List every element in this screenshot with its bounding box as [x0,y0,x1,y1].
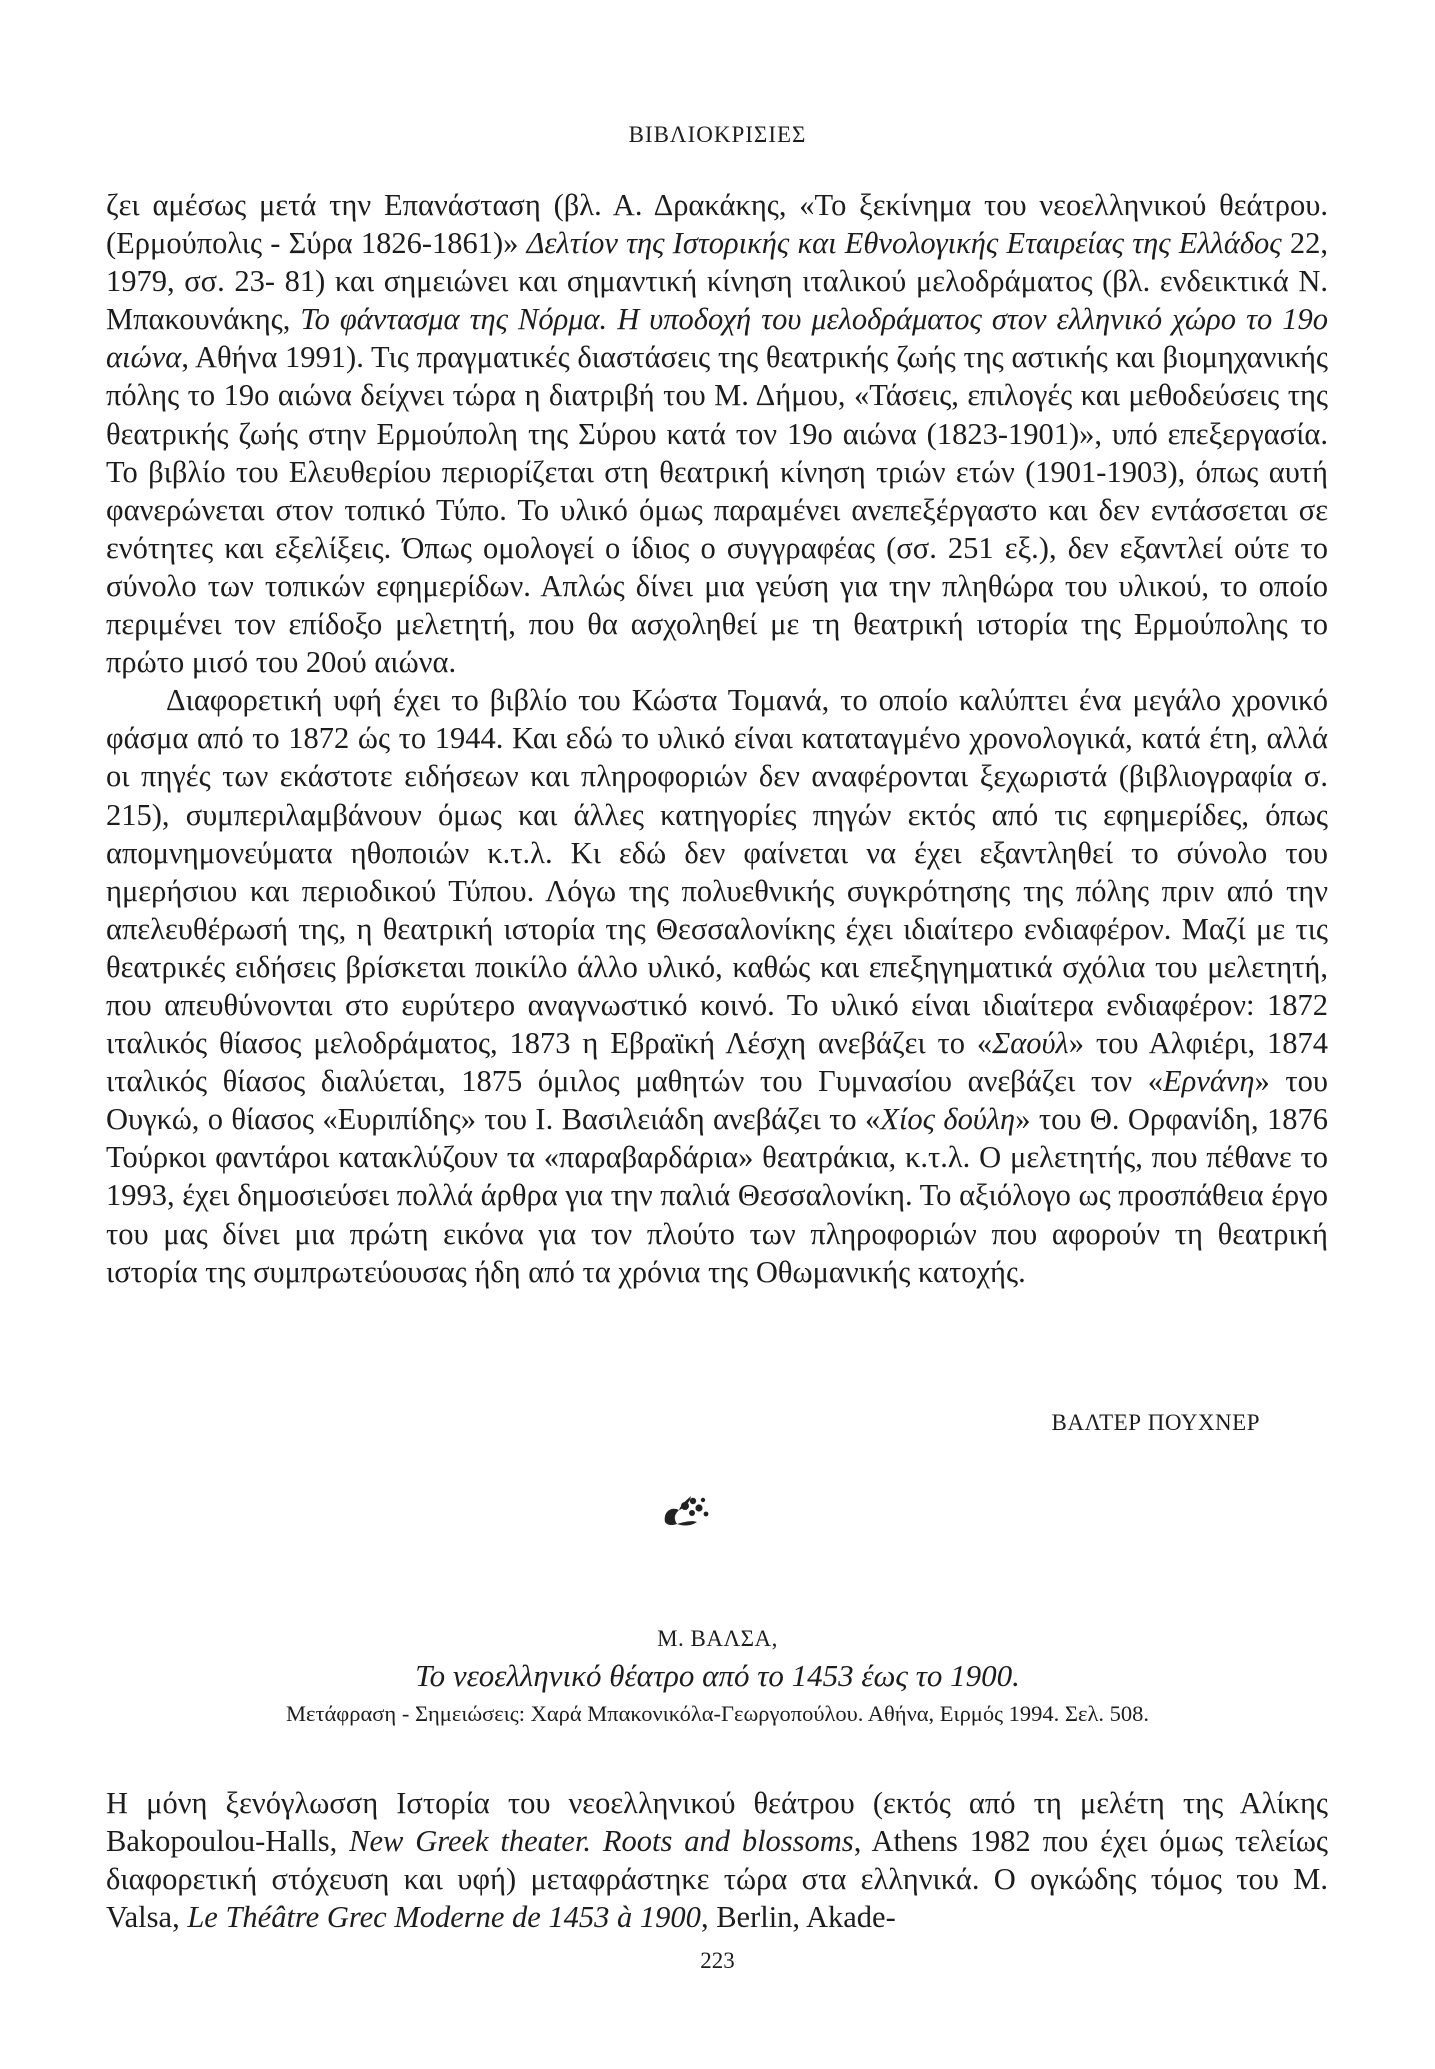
italic-title: Σαούλ [992,1026,1069,1061]
running-header: ΒΙΒΛΙΟΚΡΙΣΙΕΣ [628,122,807,147]
text-run: Διαφορετική υφή έχει το βιβλίο του Κώστα Τομανά, το οποίο καλύπτει ένα μεγάλο χρονικό φάσμα από το 1872 ώς το 1944. Και εδώ το υλικό είναι καταταγμένο χρονολογικά, κατά έτη, αλλά οι πηγές των εκάστοτε ειδήσεων και πληροφοριών δεν αναφέρονται ξεχωριστά (βιβλιογραφία σ. 215), συμπεριλαμβάνουν όμως και άλλες κατηγορίες πηγών εκτός από τις εφημερίδες, όπως απομνημονεύματα ηθοποιών κ.τ.λ. Κι εδώ δεν φαίνεται να έχει εξαντληθεί το σύνολο του ημερήσιου και περιοδικού Τύπου. Λόγω της πολυεθνικής συγκρότησης της πόλης πριν από την απελευθέρωσή της, η θεατρική ιστορία της Θεσσαλονίκης έχει ιδιαίτερο ενδιαφέρον. Μαζί με τις θεατρικές ειδήσεις βρίσκεται ποικίλο άλλο υλικό, καθώς και επεξηγηματικά σχόλια του μελετητή, που απευθύνονται στο ευρύτερο αναγνωστικό κοινό. Το υλικό είναι ιδιαίτερα ενδιαφέρον: 1872 ιταλικός θίασος μελοδράματος, 1873 η Εβραϊκή Λέσχη ανεβάζει το « [106,683,1328,1061]
page-number: 223 [700,1948,735,1973]
italic-title: Χίος δούλη [880,1102,1016,1137]
text-run: » του Θ. Ορφανίδη, 1876 Τούρκοι φαντάροι κατακλύζουν τα «παραβαρδάρια» θεατράκια, κ.τ.λ. Ο μελετητής, που πέθανε το 1993, έχει δημοσιεύσει πολλά άρθρα για την παλιά Θεσσαλονίκη. Το αξιόλογο ως προσπάθεια έργο του μας δίνει μια πρώτη εικόνα για τον πλούτο των πληροφοριών που αφορούν τη θεατρική ιστορία της συμπρωτεύουσας ήδη από τα χρόνια της Οθωμανικής κατοχής. [106,1102,1329,1289]
citation-title: Το νεοελληνικό θέατρο από το 1453 έως το 1900. [415,1658,1020,1693]
review-body [106,186,1328,1291]
review-body [106,1784,1328,1936]
paragraph [106,186,1328,681]
text-run: Η μόνη ξενόγλωσση Ιστορία του νεοελληνικού θεάτρου (εκτός από τη μελέτη της Αλίκης Bakopoulou-Halls, [106,1786,1328,1859]
italic-title: Το φάντασμα της Νόρμα. Η υποδοχή του μελοδράματος στον ελληνικό χώρο το 19ο αιώνα [106,302,1329,375]
text-run: , Berlin, Akade- [700,1900,896,1935]
text-run: 22, 1979, σσ. 23- 81) και σημειώνει και σημαντική κίνηση ιταλικού μελοδράματος (βλ. ενδεικτικά Ν. Μπακουνάκης, [106,226,1328,337]
italic-title: Δελτίον της Ιστορικής και Εθνολογικής Εταιρείας της Ελλάδος [526,226,1282,261]
text-run: ζει αμέσως μετά την Επανάσταση (βλ. Α. Δρακάκης, «Το ξεκίνημα του νεοελληνικού θεάτρου. (Ερμούπολις - Σύρα 1826-1861)» [106,188,1328,261]
text-run: , Athens 1982 που έχει όμως τελείως διαφορετική στόχευση και υφή) μεταφράστηκε τώρα στα ελληνικά. Ο ογκώδης τόμος του M. Valsa, [106,1824,1328,1935]
reviewer-signature: ΒΑΛΤΕΡ ΠΟΥΧΝΕΡ [1051,1410,1260,1435]
citation-author: Μ. ΒΑΛΣΑ, [657,1626,778,1651]
paragraph [106,1784,1328,1936]
paragraph [106,681,1328,1291]
italic-title: New Greek theater. Roots and blossoms [349,1824,854,1859]
italic-title: Ερνάνη [1163,1064,1255,1099]
citation-details: Μετάφραση - Σημειώσεις: Χαρά Μπακονικόλα-Γεωργοπούλου. Αθήνα, Ειρμός 1994. Σελ. 508. [286,1701,1149,1726]
text-run: » του Ουγκώ, ο θίασος «Ευριπίδης» του Ι. Βασιλειάδη ανεβάζει το « [106,1064,1328,1137]
book-citation [0,1622,1435,1732]
floral-ornament-icon [657,1492,713,1532]
text-run: , Αθήνα 1991). Τις πραγματικές διαστάσεις της θεατρικής ζωής της αστικής και βιομηχανικής πόλης το 19ο αιώνα δείχνει τώρα η διατριβή του Μ. Δήμου, «Τάσεις, επιλογές και μεθοδεύσεις της θεατρικής ζωής στην Ερμούπολη της Σύρου κατά τον 19ο αιώνα (1823-1901)», υπό επεξεργασία. Το βιβλίο του Ελευθερίου περιορίζεται στη θεατρική κίνηση τριών ετών (1901-1903), όπως αυτή φανερώνεται στον τοπικό Τύπο. Το υλικό όμως παραμένει ανεπεξέργαστο και δεν εντάσσεται σε ενότητες και εξελίξεις. Όπως ομολογεί ο ίδιος ο συγγραφέας (σσ. 251 εξ.), δεν εξαντλεί ούτε το σύνολο των τοπικών εφημερίδων. Απλώς δίνει μια γεύση για την πληθώρα του υλικού, το οποίο περιμένει τον επίδοξο μελετητή, που θα ασχοληθεί με τη θεατρική ιστορία της Ερμούπολης το πρώτο μισό του 20ού αιώνα. [106,340,1328,680]
text-run: » του Αλφιέρι, 1874 ιταλικός θίασος διαλύεται, 1875 όμιλος μαθητών του Γυμνασίου ανεβάζει τον « [106,1026,1328,1099]
italic-title: Le Théâtre Grec Moderne de 1453 à 1900 [187,1900,701,1935]
